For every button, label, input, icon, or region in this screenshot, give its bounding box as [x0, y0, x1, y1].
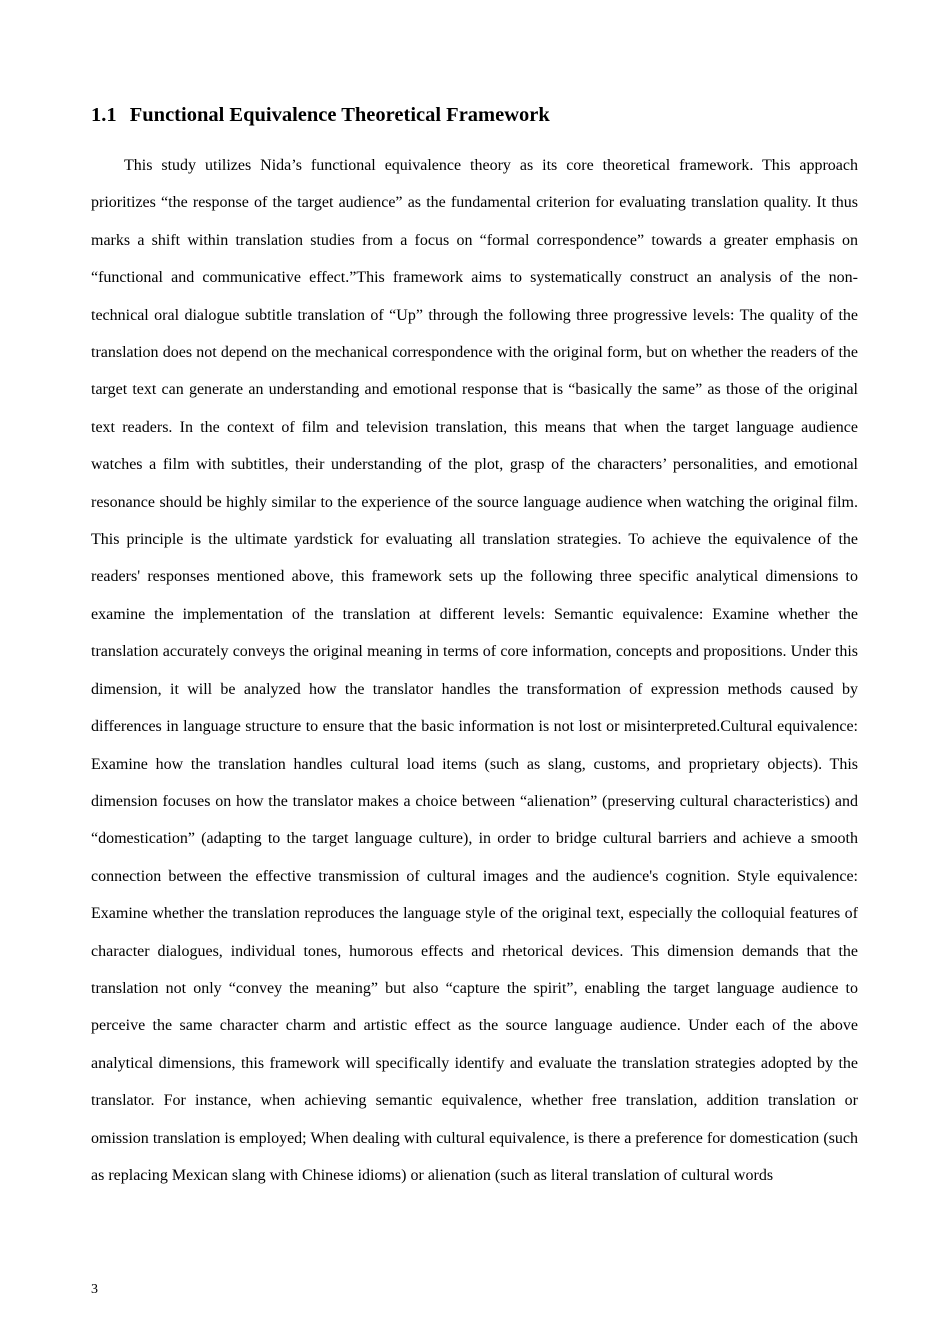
section-heading — [91, 101, 871, 129]
section-number: 1.1 — [91, 104, 117, 126]
section-title: Functional Equivalence Theoretical Framework — [129, 104, 550, 126]
page-number: 3 — [91, 1282, 98, 1297]
body-paragraph: This study utilizes Nida’s functional equivalence theory as its core theoretical framework. This approach prioritizes “the response of the target audience” as the fundamental criterion for evaluating translation quality. It thus marks a shift within translation studies from a focus on “formal correspondence” towards a greater emphasis on “functional and communicative effect.”This framework aims to systematically construct an analysis of the non-technical oral dialogue subtitle translation of “Up” through the following three progressive levels: The quality of the translation does not depend on the mechanical correspondence with the original form, but on whether the readers of the target text can generate an understanding and emotional response that is “basically the same” as those of the original text readers. In the context of film and television translation, this means that when the target language audience watches a film with subtitles, their understanding of the plot, grasp of the characters’ personalities, and emotional resonance should be highly similar to the experience of the source language audience when watching the original film. This principle is the ultimate yardstick for evaluating all translation strategies. To achieve the equivalence of the readers' responses mentioned above, this framework sets up the following three specific analytical dimensions to examine the implementation of the translation at different levels: Semantic equivalence: Examine whether the translation accurately conveys the original meaning in terms of core information, concepts and propositions. Under this dimension, it will be analyzed how the translator handles the transformation of expression methods caused by differences in language structure to ensure that the basic information is not lost or misinterpreted.Cultural equivalence: Examine how the translation handles cultural load items (such as slang, customs, and proprietary objects). This dimension focuses on how the translator makes a choice between “alienation” (preserving cultural characteristics) and “domestication” (adapting to the target language culture), in order to bridge cultural barriers and achieve a smooth connection between the effective transmission of cultural images and the audience's cognition. Style equivalence: Examine whether the translation reproduces the language style of the original text, especially the colloquial features of character dialogues, individual tones, humorous effects and rhetorical devices. This dimension demands that the translation not only “convey the meaning” but also “capture the spirit”, enabling the target language audience to perceive the same character charm and artistic effect as the source language audience. Under each of the above analytical dimensions, this framework will specifically identify and evaluate the translation strategies adopted by the translator. For instance, when achieving semantic equivalence, whether free translation, addition translation or omission translation is employed; When dealing with cultural equivalence, is there a preference for domestication (such as replacing Mexican slang with Chinese idioms) or alienation (such as literal translation of cultural words — [91, 157, 858, 1184]
